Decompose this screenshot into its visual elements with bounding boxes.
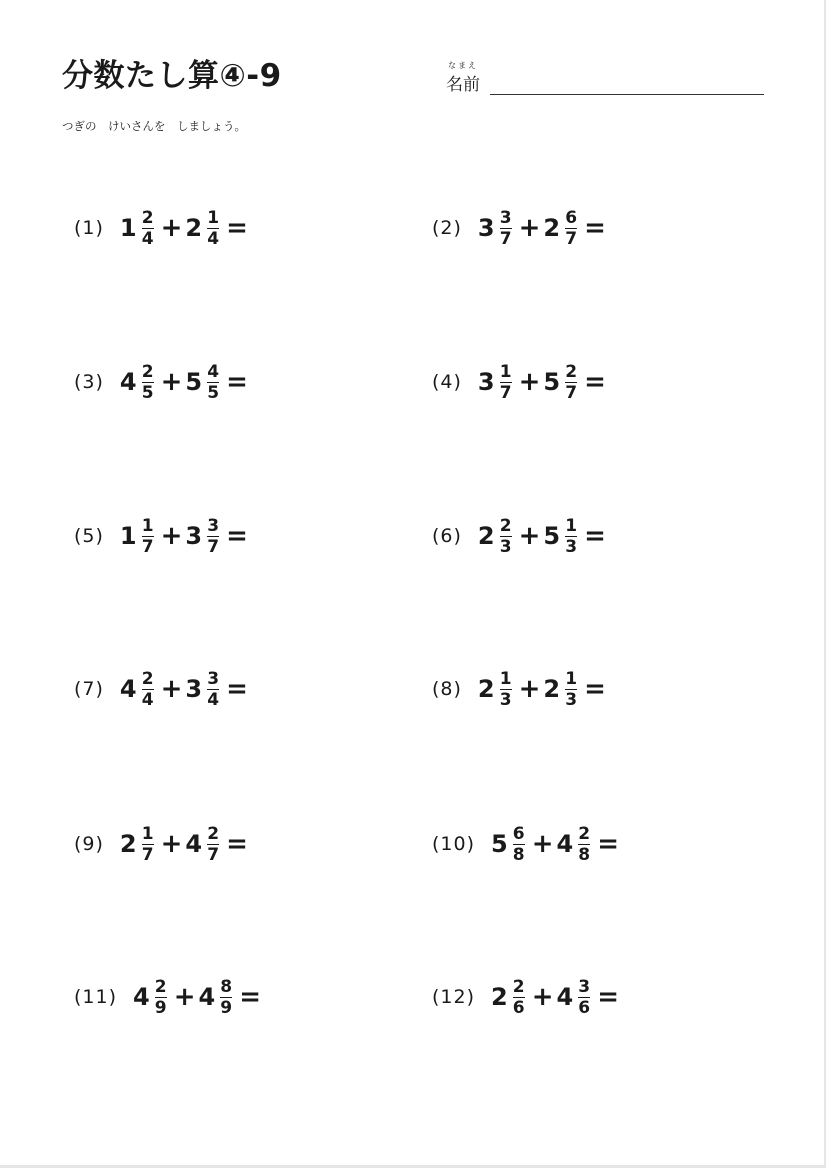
- numerator: 3: [207, 515, 220, 536]
- numerator: 1: [207, 207, 220, 228]
- fraction: [142, 363, 154, 402]
- denominator: 4: [141, 689, 154, 710]
- fraction: [207, 363, 219, 402]
- numerator: 1: [499, 361, 512, 382]
- fraction: [500, 363, 512, 402]
- worksheet-title: 分数たし算④-9: [62, 58, 282, 94]
- fraction: [207, 517, 219, 556]
- whole-number: 2: [543, 675, 561, 703]
- numerator: 2: [578, 823, 591, 844]
- name-furigana: なまえ: [448, 61, 478, 70]
- numerator: 2: [141, 207, 154, 228]
- whole-number: 4: [119, 675, 137, 703]
- equals-sign: =: [597, 982, 620, 1012]
- plus-sign: +: [160, 829, 183, 859]
- whole-number: 2: [477, 522, 495, 550]
- problem-number: (3): [74, 371, 104, 393]
- denominator: 6: [512, 997, 525, 1018]
- fraction: [500, 209, 512, 248]
- problem-10: [432, 814, 619, 874]
- problem-12: [432, 967, 619, 1027]
- whole-number: 4: [556, 983, 574, 1011]
- denominator: 7: [207, 844, 220, 865]
- numerator: 2: [154, 976, 167, 997]
- fraction: [565, 670, 577, 709]
- whole-number: 1: [119, 522, 137, 550]
- fraction: [578, 978, 590, 1017]
- whole-number: 4: [119, 368, 137, 396]
- problem-number: (12): [432, 986, 476, 1008]
- whole-number: 3: [185, 522, 203, 550]
- numerator: 2: [141, 361, 154, 382]
- denominator: 6: [578, 997, 591, 1018]
- plus-sign: +: [518, 521, 541, 551]
- denominator: 4: [207, 228, 220, 249]
- whole-number: 2: [119, 830, 137, 858]
- problem-6: [432, 506, 606, 566]
- fraction: [578, 825, 590, 864]
- denominator: 7: [565, 382, 578, 403]
- whole-number: 4: [198, 983, 216, 1011]
- denominator: 7: [141, 536, 154, 557]
- fraction: [220, 978, 232, 1017]
- denominator: 4: [141, 228, 154, 249]
- problem-number: (11): [74, 986, 118, 1008]
- name-write-line[interactable]: [490, 94, 764, 95]
- denominator: 3: [499, 536, 512, 557]
- plus-sign: +: [518, 367, 541, 397]
- denominator: 9: [220, 997, 233, 1018]
- problem-number: (2): [432, 217, 462, 239]
- denominator: 7: [141, 844, 154, 865]
- plus-sign: +: [160, 674, 183, 704]
- problem-number: (6): [432, 525, 462, 547]
- denominator: 5: [207, 382, 220, 403]
- numerator: 2: [141, 668, 154, 689]
- whole-number: 5: [491, 830, 508, 858]
- numerator: 2: [512, 976, 525, 997]
- plus-sign: +: [160, 521, 183, 551]
- denominator: 9: [154, 997, 167, 1018]
- whole-number: 5: [543, 368, 561, 396]
- plus-sign: +: [518, 213, 541, 243]
- equals-sign: =: [584, 367, 606, 397]
- fraction: [565, 363, 577, 402]
- denominator: 7: [499, 382, 512, 403]
- denominator: 5: [141, 382, 154, 403]
- fraction: [142, 517, 154, 556]
- denominator: 3: [499, 689, 512, 710]
- numerator: 1: [499, 668, 512, 689]
- problem-number: (9): [74, 833, 104, 855]
- whole-number: 3: [477, 368, 495, 396]
- fraction: [155, 978, 167, 1017]
- equals-sign: =: [584, 213, 606, 243]
- name-field: [446, 60, 766, 100]
- plus-sign: +: [518, 674, 541, 704]
- problem-1: [74, 198, 248, 258]
- fraction: [513, 825, 525, 864]
- equals-sign: =: [584, 674, 606, 704]
- problem-number: (5): [74, 525, 104, 547]
- numerator: 1: [141, 515, 154, 536]
- problem-8: [432, 659, 606, 719]
- fraction: [142, 825, 154, 864]
- numerator: 8: [220, 976, 233, 997]
- numerator: 1: [565, 515, 578, 536]
- problem-number: (7): [74, 678, 104, 700]
- numerator: 2: [499, 515, 512, 536]
- plus-sign: +: [531, 829, 554, 859]
- problem-2: [432, 198, 606, 258]
- fraction: [207, 209, 219, 248]
- name-label: 名前: [446, 75, 480, 95]
- equals-sign: =: [597, 829, 620, 859]
- numerator: 6: [512, 823, 525, 844]
- numerator: 3: [499, 207, 512, 228]
- whole-number: 4: [556, 830, 574, 858]
- problem-number: (1): [74, 217, 104, 239]
- numerator: 4: [207, 361, 220, 382]
- numerator: 3: [207, 668, 220, 689]
- whole-number: 2: [477, 675, 495, 703]
- denominator: 7: [207, 536, 220, 557]
- denominator: 8: [578, 844, 591, 865]
- equals-sign: =: [226, 829, 248, 859]
- whole-number: 2: [491, 983, 508, 1011]
- fraction: [207, 825, 219, 864]
- whole-number: 5: [543, 522, 561, 550]
- denominator: 7: [565, 228, 578, 249]
- plus-sign: +: [173, 982, 196, 1012]
- numerator: 1: [565, 668, 578, 689]
- fraction: [565, 517, 577, 556]
- denominator: 4: [207, 689, 220, 710]
- equals-sign: =: [226, 521, 248, 551]
- problem-7: [74, 659, 248, 719]
- problem-number: (8): [432, 678, 462, 700]
- numerator: 3: [578, 976, 591, 997]
- fraction: [207, 670, 219, 709]
- fraction: [142, 670, 154, 709]
- whole-number: 3: [185, 675, 203, 703]
- whole-number: 5: [185, 368, 203, 396]
- fraction: [500, 670, 512, 709]
- equals-sign: =: [226, 674, 248, 704]
- whole-number: 2: [543, 214, 561, 242]
- whole-number: 2: [185, 214, 203, 242]
- equals-sign: =: [239, 982, 262, 1012]
- denominator: 3: [565, 536, 578, 557]
- whole-number: 3: [477, 214, 495, 242]
- problem-9: [74, 814, 248, 874]
- fraction: [500, 517, 512, 556]
- equals-sign: =: [584, 521, 606, 551]
- problem-number: (4): [432, 371, 462, 393]
- fraction: [513, 978, 525, 1017]
- equals-sign: =: [226, 213, 248, 243]
- problem-3: [74, 352, 248, 412]
- whole-number: 4: [185, 830, 203, 858]
- plus-sign: +: [160, 367, 183, 397]
- plus-sign: +: [531, 982, 554, 1012]
- numerator: 6: [565, 207, 578, 228]
- problem-4: [432, 352, 606, 412]
- denominator: 8: [512, 844, 525, 865]
- fraction: [142, 209, 154, 248]
- numerator: 1: [141, 823, 154, 844]
- whole-number: 1: [119, 214, 137, 242]
- denominator: 7: [499, 228, 512, 249]
- fraction: [565, 209, 577, 248]
- whole-number: 4: [133, 983, 150, 1011]
- problem-number: (10): [432, 833, 476, 855]
- problem-5: [74, 506, 248, 566]
- problem-11: [74, 967, 261, 1027]
- numerator: 2: [207, 823, 220, 844]
- numerator: 2: [565, 361, 578, 382]
- equals-sign: =: [226, 367, 248, 397]
- plus-sign: +: [160, 213, 183, 243]
- instruction-text: つぎの けいさんを しましょう。: [62, 119, 246, 133]
- denominator: 3: [565, 689, 578, 710]
